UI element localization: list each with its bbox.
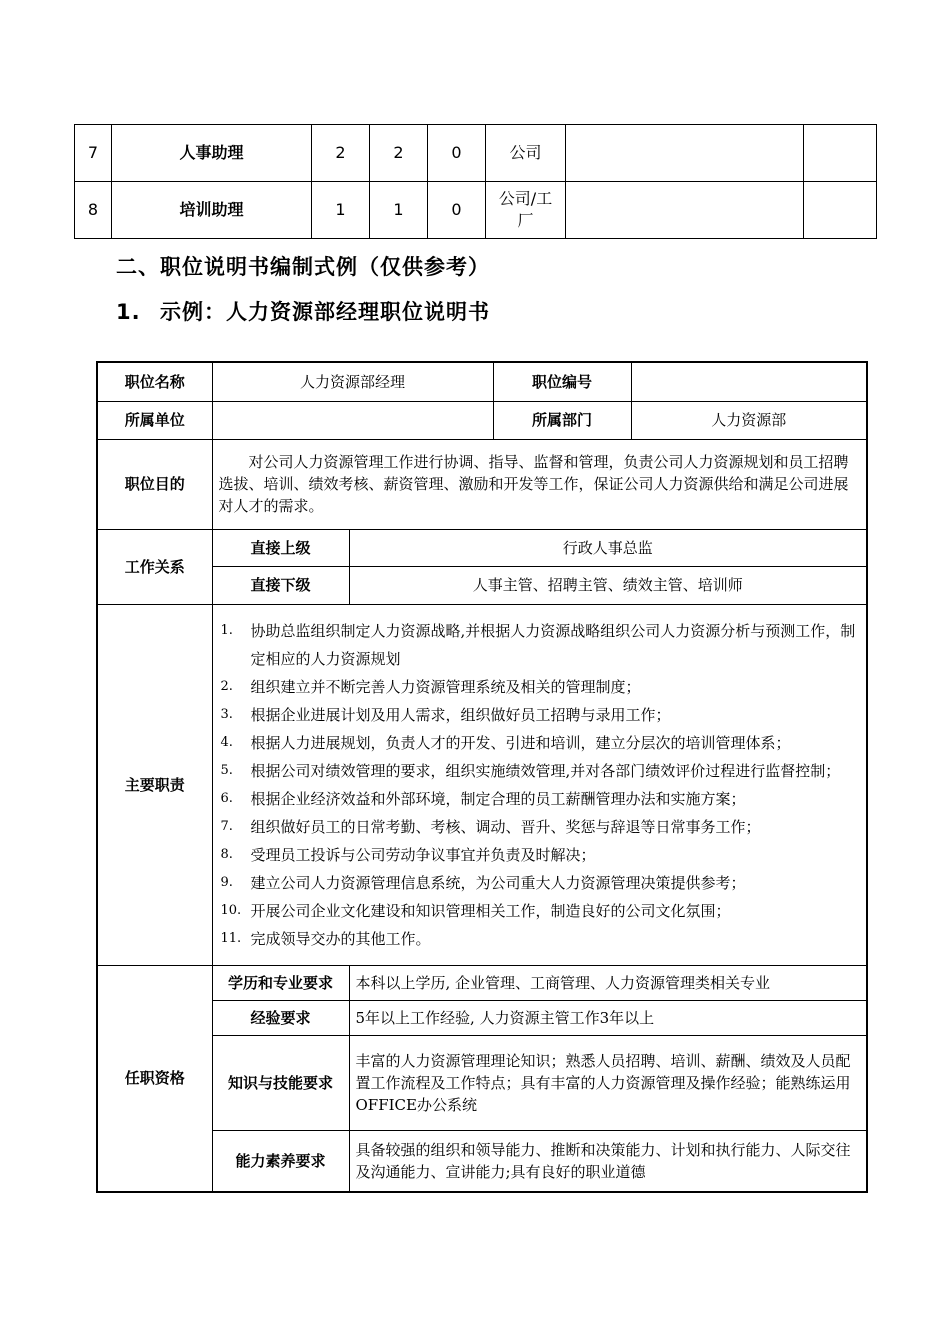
duties-cell (212, 604, 867, 965)
empty-cell (566, 125, 804, 182)
education-label: 学历和专业要求 (212, 965, 349, 1000)
position-name: 人事助理 (112, 125, 312, 182)
duties-list (213, 615, 867, 955)
count-cell: 0 (428, 125, 486, 182)
knowledge-value: 丰富的人力资源管理理论知识；熟悉人员招聘、培训、薪酬、绩效及人员配置工作流程及工作特点；具有丰富的人力资源管理及操作经验；能熟练运用OFFICE办公系统 (349, 1035, 867, 1130)
ability-label: 能力素养要求 (212, 1130, 349, 1192)
duty-item: 9. 建立公司人力资源管理信息系统，为公司重大人力资源管理决策提供参考； (220, 873, 746, 892)
job-title-value: 人力资源部经理 (212, 362, 493, 401)
job-code-label: 职位编号 (493, 362, 631, 401)
count-cell: 2 (370, 125, 428, 182)
qualifications-label: 任职资格 (97, 965, 212, 1192)
superior-value: 行政人事总监 (349, 529, 867, 566)
section-heading: 二、职位说明书编制式例（仅供参考） (116, 255, 490, 279)
count-cell: 0 (428, 182, 486, 239)
location-cell: 公司 (486, 125, 566, 182)
empty-cell (804, 182, 877, 239)
count-cell: 2 (312, 125, 370, 182)
empty-cell (566, 182, 804, 239)
subordinate-value: 人事主管、招聘主管、绩效主管、培训师 (349, 566, 867, 604)
count-cell: 1 (312, 182, 370, 239)
experience-label: 经验要求 (212, 1000, 349, 1035)
purpose-text: 对公司人力资源管理工作进行协调、指导、监督和管理，负责公司人力资源规划和员工招聘选拔、培训、绩效考核、薪资管理、激励和开发等工作，保证公司人力资源供给和满足公司进展对人才的需求。 (212, 439, 867, 529)
jd-row-duties (97, 604, 867, 965)
ability-value: 具备较强的组织和领导能力、推断和决策能力、计划和执行能力、人际交往及沟通能力、宣讲能力;具有良好的职业道德 (349, 1130, 867, 1192)
jd-row-experience (97, 1000, 867, 1035)
duty-item: 10. 开展公司企业文化建设和知识管理相关工作，制造良好的公司文化氛围； (220, 901, 731, 920)
duties-label: 主要职责 (97, 604, 212, 965)
experience-value: 5年以上工作经验, 人力资源主管工作3年以上 (349, 1000, 867, 1035)
duty-item: 2. 组织建立并不断完善人力资源管理系统及相关的管理制度； (220, 677, 641, 696)
staffing-table (74, 124, 877, 239)
subordinate-label: 直接下级 (212, 566, 349, 604)
duty-item: 3. 根据企业进展计划及用人需求，组织做好员工招聘与录用工作； (220, 705, 671, 724)
staffing-row (75, 182, 877, 239)
duty-item: 8. 受理员工投诉与公司劳动争议事宜并负责及时解决； (220, 845, 596, 864)
jd-row-unit (97, 401, 867, 439)
purpose-label: 职位目的 (97, 439, 212, 529)
heading-number: 1. (116, 300, 141, 324)
row-number: 7 (75, 125, 112, 182)
duty-item: 11. 完成领导交办的其他工作。 (220, 929, 431, 948)
knowledge-label: 知识与技能要求 (212, 1035, 349, 1130)
duty-item: 5. 根据公司对绩效管理的要求，组织实施绩效管理,并对各部门绩效评价过程进行监督控制； (220, 761, 841, 780)
empty-cell (804, 125, 877, 182)
jd-row-title (97, 362, 867, 401)
duty-item: 6. 根据企业经济效益和外部环境，制定合理的员工薪酬管理办法和实施方案； (220, 789, 746, 808)
job-code-value (631, 362, 867, 401)
duty-item: 1. 协助总监组织制定人力资源战略,并根据人力资源战略组织公司人力资源分析与预测工作，制定相应的人力资源规划 (220, 621, 856, 668)
duty-item: 7. 组织做好员工的日常考勤、考核、调动、晋升、奖惩与辞退等日常事务工作； (220, 817, 761, 836)
education-value: 本科以上学历, 企业管理、工商管理、人力资源管理类相关专业 (349, 965, 867, 1000)
relations-label: 工作关系 (97, 529, 212, 604)
heading-text: 示例：人力资源部经理职位说明书 (160, 300, 490, 324)
jd-row-ability (97, 1130, 867, 1192)
jd-row-subordinate (97, 566, 867, 604)
jd-row-education (97, 965, 867, 1000)
unit-label: 所属单位 (97, 401, 212, 439)
duty-item: 4. 根据人力进展规划，负责人才的开发、引进和培训，建立分层次的培训管理体系； (220, 733, 791, 752)
dept-value: 人力资源部 (631, 401, 867, 439)
superior-label: 直接上级 (212, 529, 349, 566)
jd-row-knowledge (97, 1035, 867, 1130)
jd-row-purpose (97, 439, 867, 529)
jd-row-superior (97, 529, 867, 566)
staffing-row (75, 125, 877, 182)
job-description-table (96, 361, 868, 1193)
row-number: 8 (75, 182, 112, 239)
position-name: 培训助理 (112, 182, 312, 239)
dept-label: 所属部门 (493, 401, 631, 439)
location-cell: 公司/工厂 (486, 182, 566, 239)
example-heading (116, 296, 490, 326)
job-title-label: 职位名称 (97, 362, 212, 401)
count-cell: 1 (370, 182, 428, 239)
unit-value (212, 401, 493, 439)
